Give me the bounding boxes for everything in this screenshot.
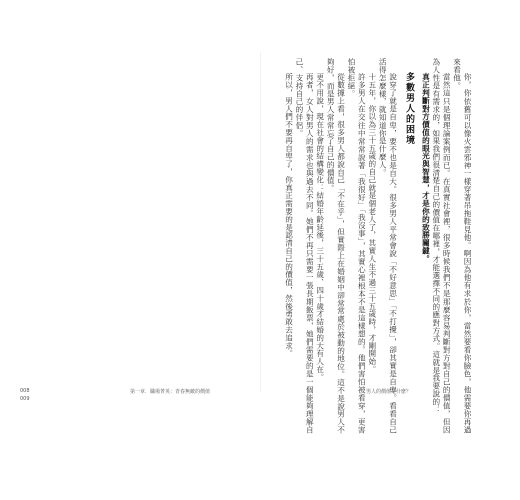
section-heading (404, 58, 414, 434)
paragraph: 說穿了就是自卑，要不也是自大。很多男人平常會說「不好意思」「不打擾」，卻其實是自卑。看看自己活得怎麼樣，就知道你是什麼人。 (378, 58, 398, 434)
paragraph: 你，你依舊可以像火雲邪神一樣穿著吊拖鞋見他。啊因為他有求於你，當然要看你臉色，他需要你再過來看他。 (452, 58, 472, 434)
paragraph: 十五年，你以為三十五歲的自己就是個老人了，其實人生不過三十五歲時，才剛開始。 (367, 73, 377, 374)
emphasis-text: 真正判斷對方價值的眼光與智慧，才是你的致勝關鍵。 (421, 73, 431, 263)
running-footer (48, 388, 472, 400)
paragraph: 更不用說，現在社會的結構變化：結婚年齡延後，三十五歲、四十歲才結婚的大有人在。 (315, 73, 325, 382)
book-spread (48, 58, 472, 434)
section-title-text: 多數男人的困境 (403, 72, 414, 146)
paragraph: 當然這只是個理論案例而已。在真實社會裡，很多時候我們不是那麼容易判斷對方對自己的價值，但因為人性是有需求的，如果我們很清楚自己的價值在哪裡，才能選擇不同的應對方式。這就是我要說的： (431, 58, 452, 434)
paragraph: 許多男人在交往中常常說著「我很好」「我沒事」，其實心裡根本不是這樣想的。他們害怕被看穿，更害怕被拒絕。 (346, 58, 367, 434)
paragraph: 從數據上看，很多男人都說自己「不在乎」，但實際上在婚姻中卻常常處於被動的地位。這不是說男人不夠好，而是男人常常忘了自己的價值。 (326, 58, 346, 434)
vertical-text-body (48, 58, 472, 434)
page-number-left: 008 (20, 388, 30, 394)
paragraph (420, 58, 430, 434)
paragraph: 所以，男人們不要再自卑了，你真正需要的是認清自己的價值，然後勇敢去追求。 (284, 73, 294, 358)
paragraph: 再者，女人對男人的需求也與過去不同。她們不再只需要一張長期飯票，她們需要的是一個能夠理解自己、支持自己的伴侶。 (294, 58, 315, 434)
running-head-right: 男人的價值是什麼？ (366, 389, 412, 395)
page-number-right: 009 (20, 396, 30, 402)
running-head-left: 第一章．職場菁英：青春無敵的價值 (130, 389, 211, 395)
